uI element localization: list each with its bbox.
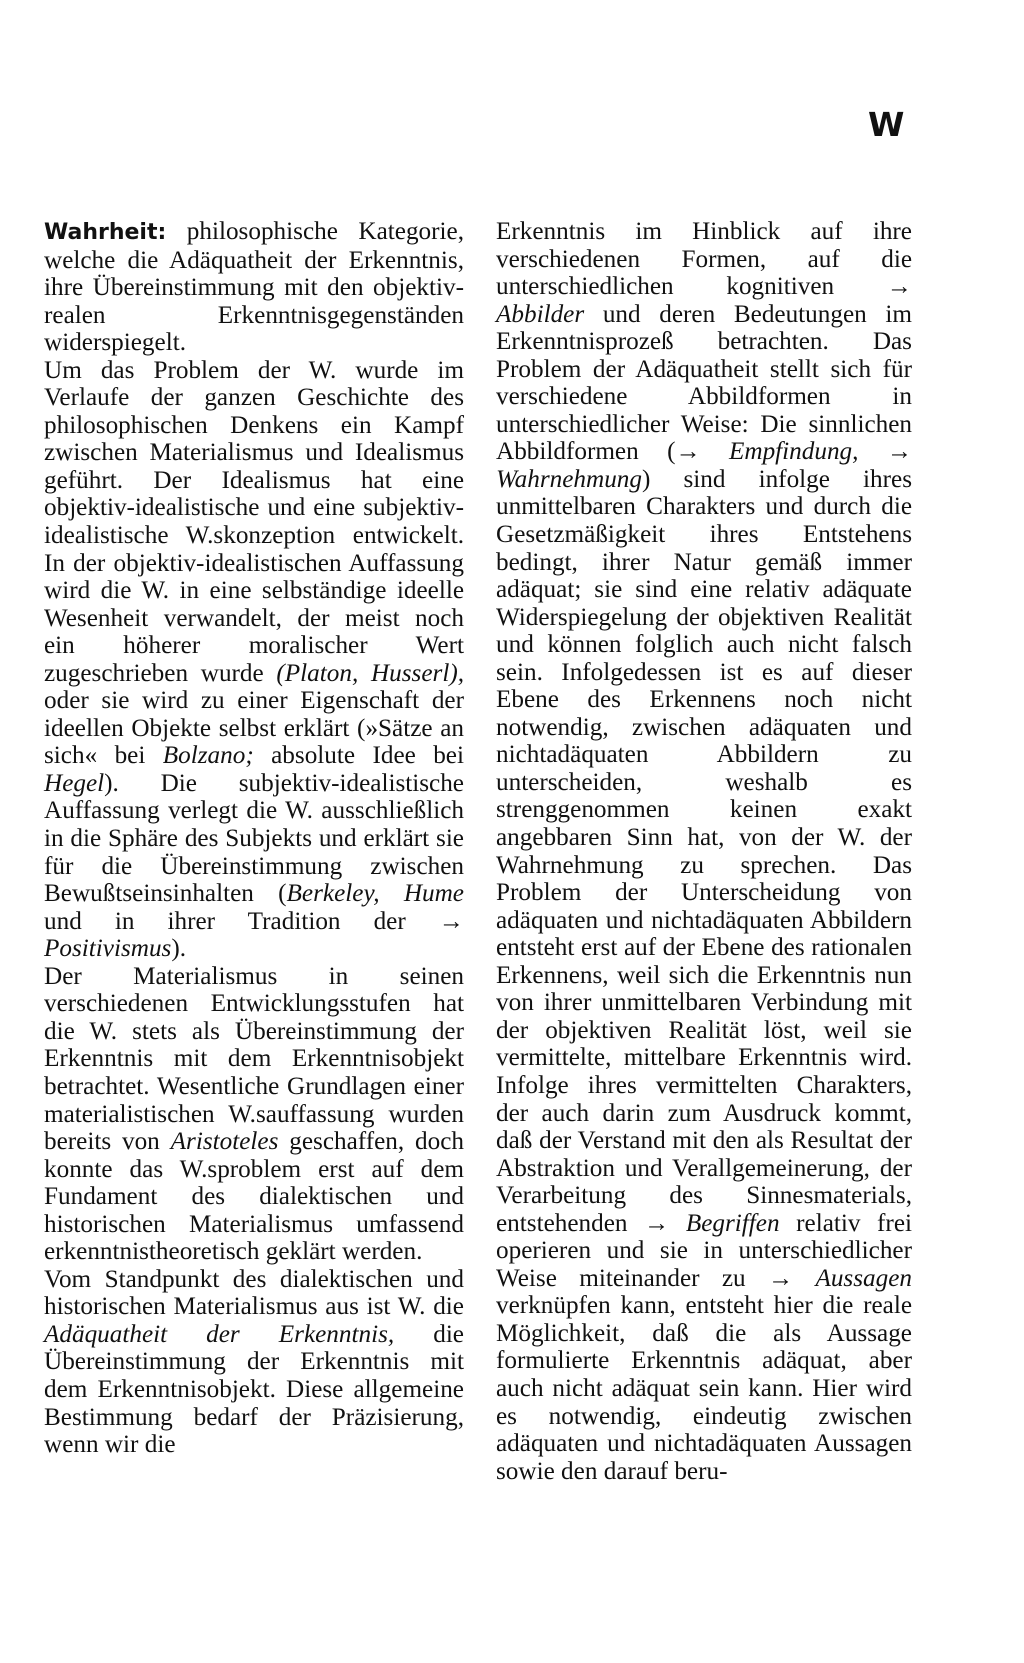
text-run: geschaffen, doch konnte das W.sproblem erst auf dem Fundament des dialektischen und historischen Materialismus umfassend erkenntnistheoretisch geklärt werden. xyxy=(44,1128,464,1266)
italic-reference: Aristoteles xyxy=(170,1128,279,1156)
italic-cross-reference: Positivismus xyxy=(44,935,172,963)
italic-cross-reference: Begriffen xyxy=(685,1209,780,1237)
italic-reference: Berkeley, Hume xyxy=(286,880,464,908)
text-run: absolute Idee bei xyxy=(253,742,464,770)
paragraph-continued xyxy=(496,218,912,1485)
italic-cross-reference: Empfindung, xyxy=(729,438,859,466)
text-run: und in ihrer Tradition der → xyxy=(44,907,464,935)
text-run: die Übereinstimmung der Erkenntnis mit dem Erkenntnisobjekt. Diese allgemeine Bestimmung bedarf der Präzisierung, wenn wir die xyxy=(44,1320,464,1459)
text-run: Um das Problem der W. wurde im Verlaufe der ganzen Geschichte des philosophischen Denkens ein Kampf zwischen Materialismus und Idealismus geführt. Der Idealismus hat eine objektiv-idealistische und eine subjektiv-idealistische W.skonzeption entwickelt. In der objektiv-idealistischen Auffassung wird die W. in eine selbständige ideelle Wesenheit verwandelt, der meist noch ein höherer moralischer Wert zugeschrieben wurde xyxy=(44,356,464,687)
entry-lemma: Wahrheit: xyxy=(44,220,167,245)
italic-reference: Hegel xyxy=(44,769,105,797)
text-run: Erkenntnis im Hinblick auf ihre verschiedenen Formen, auf die unterschiedlichen kognitiven → xyxy=(496,218,912,301)
text-column-left xyxy=(44,218,464,1459)
italic-term: Adäquatheit der Erkenntnis, xyxy=(44,1320,395,1348)
italic-reference: (Platon, Husserl), xyxy=(276,659,465,687)
text-run: relativ frei operieren und sie in unterschiedlicher Weise miteinander zu → xyxy=(496,1209,912,1292)
text-run: philosophische Kategorie, welche die Adäquatheit der Erkenntnis, ihre Übereinstimmung mit den objektiv-realen Erkenntnisgegenständen widerspiegelt. xyxy=(44,218,464,357)
text-run: → xyxy=(858,438,913,466)
text-column-right xyxy=(496,218,912,1485)
text-run: Vom Standpunkt des dialektischen und historischen Materialismus aus ist W. die xyxy=(44,1265,464,1321)
italic-cross-reference: Wahrnehmung xyxy=(496,465,642,493)
paragraph-materialism xyxy=(44,963,464,1266)
text-run: ). Die subjektiv-idealistische Auffassung verlegt die W. ausschließlich in die Sphäre des Subjekts und erklärt sie für die Übereinstimmung zwischen Bewußtseinsinhalten ( xyxy=(44,769,464,908)
paragraph-standpoint xyxy=(44,1266,464,1459)
text-run: und deren Bedeutungen im Erkenntnisprozeß betrachten. Das Problem der Adäquatheit stellt sich für verschiedene Abbildformen in unterschiedlicher Weise: Die sinnlichen Abbildformen (→ xyxy=(496,300,912,466)
paragraph-definition xyxy=(44,218,464,357)
italic-cross-reference: Abbilder xyxy=(496,300,585,328)
text-run: ) sind infolge ihres unmittelbaren Charakters und durch die Gesetzmäßigkeit ihres Entstehens bedingt, ihrer Natur gemäß immer adäquat; sie sind eine relativ adäquate Widerspiegelung der objektiven Realität und können folglich auch nicht falsch sein. Infolgedessen ist es auf dieser Ebene des Erkennens noch nicht notwendig, zwischen adäquaten und nichtadäquaten Abbildern zu unterscheiden, weshalb es strenggenommen keinen exakt angebbaren Sinn hat, von der W. der Wahrnehmung zu sprechen. Das Problem der Unterscheidung von adäquaten und nichtadäquaten Abbildern entsteht erst auf der Ebene des rationalen Erkennens, weil sich die Erkenntnis nun von ihrer unmittelbaren Verbindung mit der objektiven Realität löst, weil sie vermittelte, mittelbare Erkenntnis wird. Infolge ihres vermittelten Charakters, der auch darin zum Ausdruck kommt, daß der Verstand mit den als Resultat der Abstraktion und Verallgemeinerung, der Verarbeitung des Sinnesmaterials, entstehenden → xyxy=(496,465,912,1237)
text-run: Der Materialismus in seinen verschiedenen Entwicklungsstufen hat die W. stets als Übereinstimmung der Erkenntnis mit dem Erkenntnisobjekt betrachtet. Wesentliche Grundlagen einer materialistischen W.sauffassung wurden bereits von xyxy=(44,962,464,1156)
italic-cross-reference: Aussagen xyxy=(815,1264,912,1292)
italic-reference: Bolzano; xyxy=(162,742,254,770)
text-run: oder sie wird zu einer Eigenschaft der ideellen Objekte selbst erklärt (»Sätze an sich« bei xyxy=(44,687,464,770)
text-run: verknüpfen kann, entsteht hier die reale Möglichkeit, daß die als Aussage formulierte Erkenntnis adäquat, aber auch nicht adäquat sein kann. Hier wird es notwendig, eindeutig zwischen adäquaten und nichtadäquaten Aussagen sowie den darauf beru- xyxy=(496,1292,912,1485)
paragraph-history xyxy=(44,357,464,963)
text-run: ). xyxy=(171,935,187,963)
running-header-letter: W xyxy=(868,105,904,144)
